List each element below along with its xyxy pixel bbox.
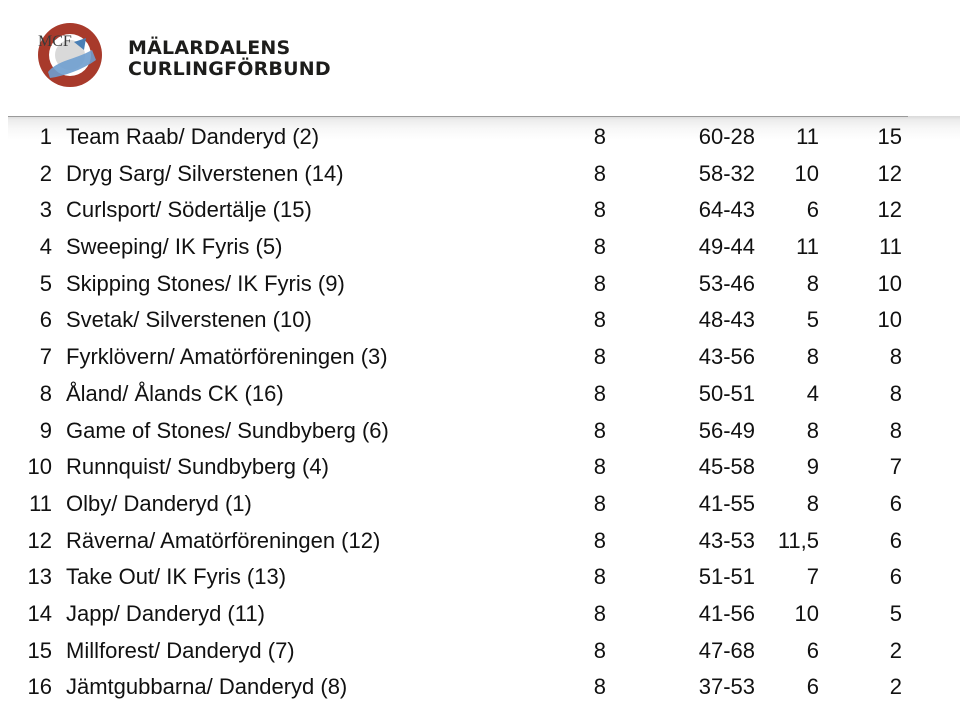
games-played-cell: 8 bbox=[593, 270, 606, 296]
team-cell: Räverna/ Amatörföreningen (12) bbox=[66, 527, 381, 553]
team-cell: Take Out/ IK Fyris (13) bbox=[66, 564, 287, 590]
score-cell: 45-58 bbox=[698, 454, 755, 480]
total-cell: 2 bbox=[889, 637, 902, 663]
team-cell: Millforest/ Danderyd (7) bbox=[66, 637, 295, 663]
table-row bbox=[0, 228, 960, 265]
table-row bbox=[0, 485, 960, 522]
rank-cell: 4 bbox=[39, 234, 52, 260]
table-row bbox=[0, 191, 960, 228]
organization-name bbox=[128, 38, 331, 80]
score-cell: 51-51 bbox=[698, 564, 755, 590]
points-cell: 4 bbox=[806, 380, 819, 406]
rank-cell: 3 bbox=[39, 197, 52, 223]
rank-cell: 2 bbox=[39, 160, 52, 186]
score-cell: 60-28 bbox=[698, 124, 755, 149]
team-cell: Japp/ Danderyd (11) bbox=[66, 600, 265, 626]
org-name-line-2: CURLINGFÖRBUND bbox=[128, 58, 331, 80]
points-cell: 6 bbox=[806, 674, 819, 700]
table-row bbox=[0, 118, 960, 155]
games-played-cell: 8 bbox=[593, 380, 606, 406]
table-row bbox=[0, 632, 960, 669]
points-cell: 11 bbox=[796, 234, 819, 260]
total-cell: 10 bbox=[877, 307, 902, 333]
points-cell: 10 bbox=[794, 600, 819, 626]
total-cell: 5 bbox=[889, 600, 902, 626]
points-cell: 10 bbox=[794, 160, 819, 186]
curling-federation-logo bbox=[34, 20, 106, 88]
games-played-cell: 8 bbox=[593, 527, 606, 553]
total-cell: 12 bbox=[877, 160, 902, 186]
rank-cell: 16 bbox=[27, 674, 52, 700]
rank-cell: 9 bbox=[39, 417, 52, 443]
total-cell: 2 bbox=[889, 674, 902, 700]
games-played-cell: 8 bbox=[593, 674, 606, 700]
org-name-line-1: MÄLARDALENS bbox=[128, 37, 291, 59]
total-cell: 6 bbox=[889, 527, 902, 553]
rank-cell: 12 bbox=[27, 527, 52, 553]
team-cell: Curlsport/ Södertälje (15) bbox=[66, 197, 312, 223]
total-cell: 6 bbox=[889, 490, 902, 516]
table-row bbox=[0, 448, 960, 485]
header bbox=[0, 0, 960, 116]
games-played-cell: 8 bbox=[593, 234, 606, 260]
table-row bbox=[0, 595, 960, 632]
rank-cell: 8 bbox=[39, 380, 52, 406]
games-played-cell: 8 bbox=[593, 600, 606, 626]
score-cell: 56-49 bbox=[698, 417, 755, 443]
score-cell: 37-53 bbox=[698, 674, 755, 700]
total-cell: 8 bbox=[889, 417, 902, 443]
team-cell: Åland/ Ålands CK (16) bbox=[66, 380, 284, 406]
total-cell: 10 bbox=[877, 270, 902, 296]
team-cell: Sweeping/ IK Fyris (5) bbox=[66, 234, 283, 260]
games-played-cell: 8 bbox=[593, 124, 606, 149]
points-cell: 8 bbox=[806, 344, 819, 370]
team-cell: Olby/ Danderyd (1) bbox=[66, 490, 252, 516]
total-cell: 12 bbox=[877, 197, 902, 223]
games-played-cell: 8 bbox=[593, 160, 606, 186]
score-cell: 47-68 bbox=[698, 637, 755, 663]
games-played-cell: 8 bbox=[593, 490, 606, 516]
team-cell: Team Raab/ Danderyd (2) bbox=[66, 124, 320, 149]
score-cell: 43-56 bbox=[698, 344, 755, 370]
total-cell: 8 bbox=[889, 380, 902, 406]
score-cell: 58-32 bbox=[698, 160, 755, 186]
rank-cell: 11 bbox=[29, 490, 52, 516]
score-cell: 48-43 bbox=[698, 307, 755, 333]
rank-cell: 6 bbox=[39, 307, 52, 333]
table-row bbox=[0, 155, 960, 192]
games-played-cell: 8 bbox=[593, 417, 606, 443]
table-row bbox=[0, 558, 960, 595]
table-row bbox=[0, 265, 960, 302]
points-cell: 9 bbox=[806, 454, 819, 480]
rank-cell: 1 bbox=[39, 124, 52, 149]
score-cell: 64-43 bbox=[698, 197, 755, 223]
table-row bbox=[0, 301, 960, 338]
table-row bbox=[0, 522, 960, 559]
points-cell: 11,5 bbox=[777, 527, 819, 553]
games-played-cell: 8 bbox=[593, 344, 606, 370]
team-cell: Svetak/ Silverstenen (10) bbox=[66, 307, 312, 333]
logo-text: MCF bbox=[38, 33, 72, 50]
games-played-cell: 8 bbox=[593, 637, 606, 663]
team-cell: Fyrklövern/ Amatörföreningen (3) bbox=[66, 344, 388, 370]
table-row bbox=[0, 375, 960, 412]
rank-cell: 5 bbox=[39, 270, 52, 296]
rank-cell: 10 bbox=[27, 454, 52, 480]
standings-table bbox=[0, 118, 960, 705]
team-cell: Skipping Stones/ IK Fyris (9) bbox=[66, 270, 345, 296]
total-cell: 15 bbox=[877, 124, 902, 149]
points-cell: 5 bbox=[806, 307, 819, 333]
rank-cell: 7 bbox=[39, 344, 52, 370]
total-cell: 8 bbox=[889, 344, 902, 370]
games-played-cell: 8 bbox=[593, 454, 606, 480]
games-played-cell: 8 bbox=[593, 307, 606, 333]
table-row bbox=[0, 668, 960, 705]
table-row bbox=[0, 338, 960, 375]
points-cell: 8 bbox=[806, 490, 819, 516]
rank-cell: 15 bbox=[27, 637, 52, 663]
points-cell: 8 bbox=[806, 270, 819, 296]
total-cell: 7 bbox=[889, 454, 902, 480]
games-played-cell: 8 bbox=[593, 564, 606, 590]
team-cell: Jämtgubbarna/ Danderyd (8) bbox=[66, 674, 348, 700]
total-cell: 11 bbox=[879, 234, 902, 260]
team-cell: Game of Stones/ Sundbyberg (6) bbox=[66, 417, 389, 443]
games-played-cell: 8 bbox=[593, 197, 606, 223]
points-cell: 6 bbox=[806, 637, 819, 663]
score-cell: 50-51 bbox=[698, 380, 755, 406]
score-cell: 49-44 bbox=[698, 234, 755, 260]
rank-cell: 14 bbox=[27, 600, 52, 626]
points-cell: 11 bbox=[796, 124, 819, 149]
table-row bbox=[0, 412, 960, 449]
points-cell: 7 bbox=[806, 564, 819, 590]
team-cell: Runnquist/ Sundbyberg (4) bbox=[66, 454, 329, 480]
score-cell: 43-53 bbox=[698, 527, 755, 553]
score-cell: 53-46 bbox=[698, 270, 755, 296]
score-cell: 41-55 bbox=[698, 490, 755, 516]
points-cell: 8 bbox=[806, 417, 819, 443]
team-cell: Dryg Sarg/ Silverstenen (14) bbox=[66, 160, 344, 186]
score-cell: 41-56 bbox=[698, 600, 755, 626]
total-cell: 6 bbox=[889, 564, 902, 590]
points-cell: 6 bbox=[806, 197, 819, 223]
rank-cell: 13 bbox=[27, 564, 52, 590]
